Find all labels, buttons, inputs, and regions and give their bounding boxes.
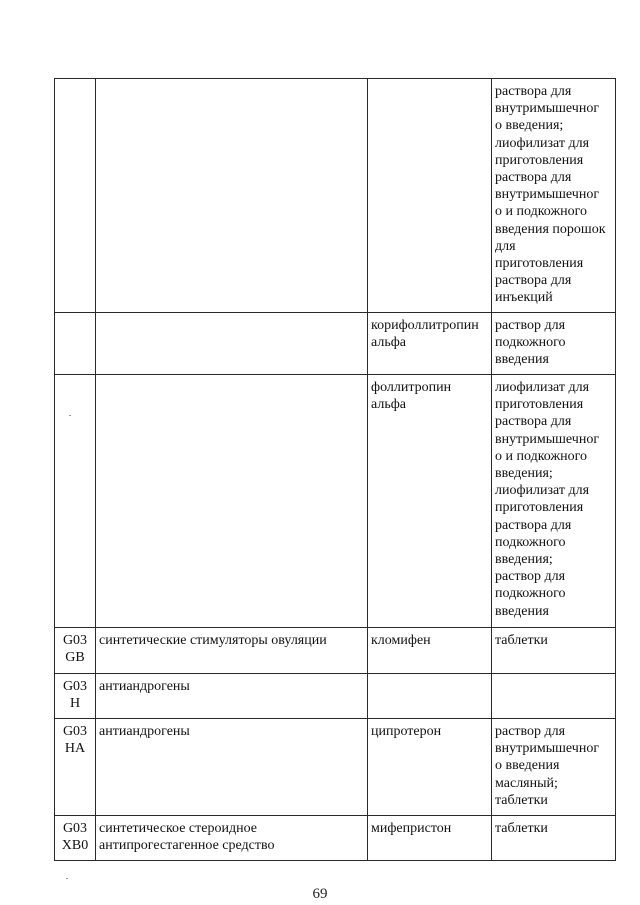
group-cell: антиандрогены xyxy=(96,719,368,816)
group-cell xyxy=(96,79,368,313)
scan-speck xyxy=(66,878,68,879)
table-row xyxy=(55,674,616,719)
table-row xyxy=(55,816,616,861)
group-cell xyxy=(96,375,368,628)
atc-code-cell: G03 HA xyxy=(55,719,96,816)
table-row xyxy=(55,79,616,313)
table-row xyxy=(55,628,616,674)
drug-name-cell xyxy=(368,79,492,313)
page-number: 69 xyxy=(312,886,328,902)
dosage-form-cell: раствора для внутримышечног о введения; лиофилизат для приготовления раствора для внутримышечног о и подкожного введения порошок для приготовления раствора для инъекций xyxy=(492,79,616,313)
atc-code-cell xyxy=(55,79,96,313)
drug-list-table xyxy=(54,78,616,861)
table-row xyxy=(55,375,616,628)
group-cell: синтетические стимуляторы овуляции xyxy=(96,628,368,674)
atc-code-cell xyxy=(55,375,96,628)
dosage-form-cell: таблетки xyxy=(492,816,616,861)
dosage-form-cell: таблетки xyxy=(492,628,616,674)
group-cell: антиандрогены xyxy=(96,674,368,719)
group-cell xyxy=(96,313,368,375)
table-row xyxy=(55,719,616,816)
dosage-form-cell: раствор для внутримышечног о введения масляный; таблетки xyxy=(492,719,616,816)
dosage-form-cell: лиофилизат для приготовления раствора для внутримышечног о и подкожного введения; лиофилизат для приготовления раствора для подкожного введения; раствор для подкожного введения xyxy=(492,375,616,628)
drug-name-cell: кломифен xyxy=(368,628,492,674)
drug-name-cell: ципротерон xyxy=(368,719,492,816)
atc-code-cell: G03 XB0 xyxy=(55,816,96,861)
group-cell: синтетическое стероидное антипрогестагенное средство xyxy=(96,816,368,861)
drug-name-cell: корифоллитропин альфа xyxy=(368,313,492,375)
table-row xyxy=(55,313,616,375)
atc-code-cell: G03 H xyxy=(55,674,96,719)
atc-code-cell: G03 GB xyxy=(55,628,96,674)
dosage-form-cell: раствор для подкожного введения xyxy=(492,313,616,375)
atc-code-cell xyxy=(55,313,96,375)
dosage-form-cell xyxy=(492,674,616,719)
drug-name-cell xyxy=(368,674,492,719)
drug-name-cell: фоллитропин альфа xyxy=(368,375,492,628)
drug-name-cell: мифепристон xyxy=(368,816,492,861)
scan-speck xyxy=(69,415,71,416)
